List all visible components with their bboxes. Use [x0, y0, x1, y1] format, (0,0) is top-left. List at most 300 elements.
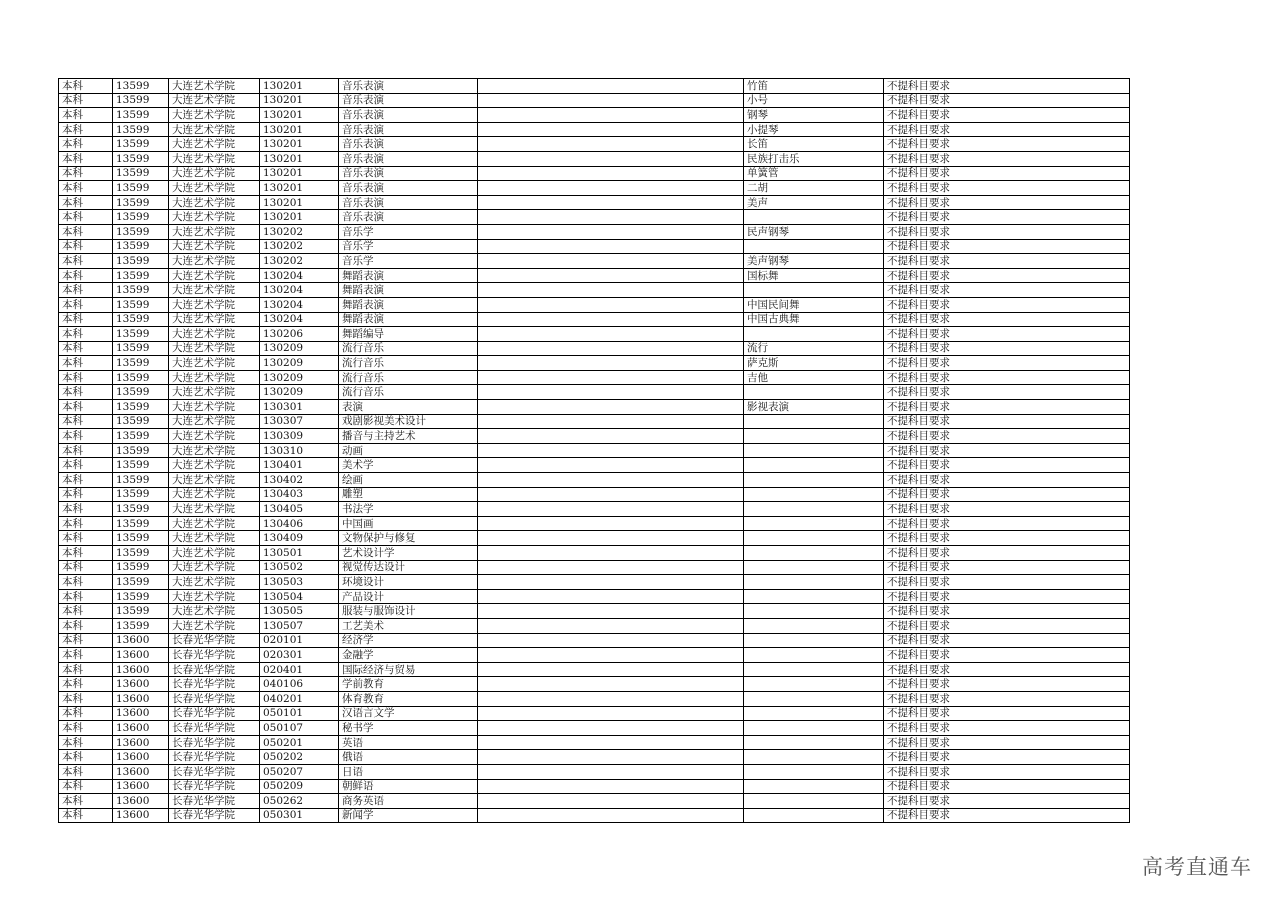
- school-name-cell: 大连艺术学院: [169, 254, 260, 269]
- major-name-cell: 俄语: [339, 750, 478, 765]
- school-name-cell: 大连艺术学院: [169, 283, 260, 298]
- direction-cell: [744, 210, 884, 225]
- major-name-cell: 舞蹈表演: [339, 268, 478, 283]
- major-name-cell: 国际经济与贸易: [339, 662, 478, 677]
- major-name-cell: 音乐学: [339, 239, 478, 254]
- direction-cell: [744, 764, 884, 779]
- school-name-cell: 长春光华学院: [169, 706, 260, 721]
- notes-cell: [478, 604, 744, 619]
- school-code-cell: 13599: [113, 385, 169, 400]
- table-row: [59, 575, 1130, 590]
- table-row: [59, 502, 1130, 517]
- major-code-cell: 130204: [260, 312, 339, 327]
- direction-cell: [744, 750, 884, 765]
- notes-cell: [478, 502, 744, 517]
- major-code-cell: 130202: [260, 254, 339, 269]
- school-name-cell: 长春光华学院: [169, 808, 260, 823]
- direction-cell: [744, 546, 884, 561]
- level-cell: 本科: [59, 691, 113, 706]
- major-code-cell: 130406: [260, 516, 339, 531]
- subject-requirement-cell: 不提科目要求: [884, 341, 1130, 356]
- school-name-cell: 长春光华学院: [169, 721, 260, 736]
- school-name-cell: 大连艺术学院: [169, 531, 260, 546]
- notes-cell: [478, 195, 744, 210]
- watermark-logo: 高考直通车: [1142, 855, 1252, 879]
- subject-requirement-cell: 不提科目要求: [884, 575, 1130, 590]
- subject-requirement-cell: 不提科目要求: [884, 414, 1130, 429]
- direction-cell: 国标舞: [744, 268, 884, 283]
- subject-requirement-cell: 不提科目要求: [884, 254, 1130, 269]
- major-name-cell: 舞蹈编导: [339, 327, 478, 342]
- table-row: [59, 794, 1130, 809]
- table-row: [59, 648, 1130, 663]
- major-code-cell: 130201: [260, 210, 339, 225]
- notes-cell: [478, 589, 744, 604]
- direction-cell: [744, 618, 884, 633]
- major-name-cell: 动画: [339, 443, 478, 458]
- level-cell: 本科: [59, 385, 113, 400]
- direction-cell: 二胡: [744, 181, 884, 196]
- subject-requirement-cell: 不提科目要求: [884, 327, 1130, 342]
- subject-requirement-cell: 不提科目要求: [884, 400, 1130, 415]
- school-code-cell: 13600: [113, 677, 169, 692]
- major-code-cell: 130204: [260, 297, 339, 312]
- notes-cell: [478, 546, 744, 561]
- direction-cell: [744, 735, 884, 750]
- level-cell: 本科: [59, 648, 113, 663]
- table-row: [59, 531, 1130, 546]
- level-cell: 本科: [59, 414, 113, 429]
- notes-cell: [478, 151, 744, 166]
- school-code-cell: 13599: [113, 487, 169, 502]
- table-row: [59, 356, 1130, 371]
- direction-cell: [744, 327, 884, 342]
- major-name-cell: 流行音乐: [339, 385, 478, 400]
- school-code-cell: 13599: [113, 458, 169, 473]
- notes-cell: [478, 268, 744, 283]
- table-row: [59, 268, 1130, 283]
- level-cell: 本科: [59, 633, 113, 648]
- school-name-cell: 长春光华学院: [169, 648, 260, 663]
- level-cell: 本科: [59, 750, 113, 765]
- major-name-cell: 舞蹈表演: [339, 297, 478, 312]
- subject-requirement-cell: 不提科目要求: [884, 151, 1130, 166]
- major-name-cell: 服装与服饰设计: [339, 604, 478, 619]
- school-name-cell: 大连艺术学院: [169, 414, 260, 429]
- school-name-cell: 大连艺术学院: [169, 181, 260, 196]
- subject-requirement-cell: 不提科目要求: [884, 93, 1130, 108]
- notes-cell: [478, 648, 744, 663]
- direction-cell: 流行: [744, 341, 884, 356]
- level-cell: 本科: [59, 764, 113, 779]
- school-name-cell: 长春光华学院: [169, 691, 260, 706]
- level-cell: 本科: [59, 79, 113, 94]
- table-row: [59, 370, 1130, 385]
- table-row: [59, 473, 1130, 488]
- table-row: [59, 604, 1130, 619]
- direction-cell: 中国古典舞: [744, 312, 884, 327]
- table-row: [59, 239, 1130, 254]
- direction-cell: [744, 706, 884, 721]
- major-name-cell: 音乐表演: [339, 93, 478, 108]
- notes-cell: [478, 794, 744, 809]
- school-name-cell: 大连艺术学院: [169, 516, 260, 531]
- major-name-cell: 艺术设计学: [339, 546, 478, 561]
- level-cell: 本科: [59, 400, 113, 415]
- level-cell: 本科: [59, 575, 113, 590]
- notes-cell: [478, 166, 744, 181]
- direction-cell: 民声钢琴: [744, 224, 884, 239]
- school-name-cell: 大连艺术学院: [169, 239, 260, 254]
- table-row: [59, 458, 1130, 473]
- school-name-cell: 大连艺术学院: [169, 151, 260, 166]
- notes-cell: [478, 210, 744, 225]
- table-row: [59, 633, 1130, 648]
- school-code-cell: 13599: [113, 531, 169, 546]
- school-code-cell: 13599: [113, 283, 169, 298]
- level-cell: 本科: [59, 356, 113, 371]
- direction-cell: [744, 794, 884, 809]
- table-row: [59, 166, 1130, 181]
- major-code-cell: 130209: [260, 385, 339, 400]
- direction-cell: [744, 808, 884, 823]
- school-code-cell: 13599: [113, 224, 169, 239]
- major-name-cell: 音乐表演: [339, 210, 478, 225]
- level-cell: 本科: [59, 560, 113, 575]
- notes-cell: [478, 779, 744, 794]
- school-name-cell: 大连艺术学院: [169, 93, 260, 108]
- subject-requirement-cell: 不提科目要求: [884, 633, 1130, 648]
- school-name-cell: 大连艺术学院: [169, 122, 260, 137]
- level-cell: 本科: [59, 297, 113, 312]
- school-code-cell: 13600: [113, 808, 169, 823]
- direction-cell: 小提琴: [744, 122, 884, 137]
- major-name-cell: 绘画: [339, 473, 478, 488]
- notes-cell: [478, 356, 744, 371]
- direction-cell: [744, 239, 884, 254]
- table-row: [59, 151, 1130, 166]
- direction-cell: [744, 779, 884, 794]
- school-name-cell: 大连艺术学院: [169, 297, 260, 312]
- school-code-cell: 13599: [113, 327, 169, 342]
- school-code-cell: 13599: [113, 93, 169, 108]
- table-row: [59, 327, 1130, 342]
- major-name-cell: 商务英语: [339, 794, 478, 809]
- subject-requirement-cell: 不提科目要求: [884, 356, 1130, 371]
- major-code-cell: 040201: [260, 691, 339, 706]
- subject-requirement-cell: 不提科目要求: [884, 677, 1130, 692]
- school-name-cell: 大连艺术学院: [169, 210, 260, 225]
- school-name-cell: 大连艺术学院: [169, 400, 260, 415]
- school-name-cell: 大连艺术学院: [169, 546, 260, 561]
- table-row: [59, 181, 1130, 196]
- notes-cell: [478, 618, 744, 633]
- direction-cell: 小号: [744, 93, 884, 108]
- direction-cell: 美声: [744, 195, 884, 210]
- school-name-cell: 大连艺术学院: [169, 268, 260, 283]
- school-code-cell: 13599: [113, 589, 169, 604]
- subject-requirement-cell: 不提科目要求: [884, 604, 1130, 619]
- school-code-cell: 13599: [113, 268, 169, 283]
- direction-cell: 长笛: [744, 137, 884, 152]
- direction-cell: [744, 429, 884, 444]
- major-code-cell: 130201: [260, 93, 339, 108]
- notes-cell: [478, 79, 744, 94]
- level-cell: 本科: [59, 516, 113, 531]
- direction-cell: [744, 560, 884, 575]
- level-cell: 本科: [59, 370, 113, 385]
- school-code-cell: 13599: [113, 210, 169, 225]
- major-code-cell: 050262: [260, 794, 339, 809]
- school-name-cell: 长春光华学院: [169, 764, 260, 779]
- school-code-cell: 13599: [113, 239, 169, 254]
- subject-requirement-cell: 不提科目要求: [884, 764, 1130, 779]
- major-name-cell: 金融学: [339, 648, 478, 663]
- major-code-cell: 130201: [260, 195, 339, 210]
- major-name-cell: 音乐学: [339, 224, 478, 239]
- major-code-cell: 130201: [260, 108, 339, 123]
- notes-cell: [478, 181, 744, 196]
- major-code-cell: 050201: [260, 735, 339, 750]
- major-name-cell: 产品设计: [339, 589, 478, 604]
- school-code-cell: 13599: [113, 370, 169, 385]
- subject-requirement-cell: 不提科目要求: [884, 662, 1130, 677]
- major-code-cell: 020401: [260, 662, 339, 677]
- school-code-cell: 13599: [113, 181, 169, 196]
- table-row: [59, 516, 1130, 531]
- subject-requirement-cell: 不提科目要求: [884, 487, 1130, 502]
- school-name-cell: 大连艺术学院: [169, 575, 260, 590]
- school-code-cell: 13599: [113, 254, 169, 269]
- level-cell: 本科: [59, 429, 113, 444]
- major-code-cell: 130201: [260, 166, 339, 181]
- school-name-cell: 大连艺术学院: [169, 79, 260, 94]
- direction-cell: 影视表演: [744, 400, 884, 415]
- table-row: [59, 385, 1130, 400]
- school-name-cell: 大连艺术学院: [169, 458, 260, 473]
- subject-requirement-cell: 不提科目要求: [884, 779, 1130, 794]
- level-cell: 本科: [59, 122, 113, 137]
- school-code-cell: 13599: [113, 79, 169, 94]
- subject-requirement-cell: 不提科目要求: [884, 195, 1130, 210]
- level-cell: 本科: [59, 283, 113, 298]
- subject-requirement-cell: 不提科目要求: [884, 735, 1130, 750]
- major-name-cell: 书法学: [339, 502, 478, 517]
- school-code-cell: 13600: [113, 721, 169, 736]
- major-code-cell: 050101: [260, 706, 339, 721]
- school-name-cell: 大连艺术学院: [169, 137, 260, 152]
- major-name-cell: 雕塑: [339, 487, 478, 502]
- major-name-cell: 流行音乐: [339, 356, 478, 371]
- level-cell: 本科: [59, 108, 113, 123]
- school-code-cell: 13599: [113, 473, 169, 488]
- major-code-cell: 130504: [260, 589, 339, 604]
- table-row: [59, 79, 1130, 94]
- subject-requirement-cell: 不提科目要求: [884, 502, 1130, 517]
- major-code-cell: 130505: [260, 604, 339, 619]
- table-row: [59, 297, 1130, 312]
- school-code-cell: 13599: [113, 604, 169, 619]
- direction-cell: 单簧管: [744, 166, 884, 181]
- subject-requirement-cell: 不提科目要求: [884, 181, 1130, 196]
- subject-requirement-cell: 不提科目要求: [884, 546, 1130, 561]
- school-code-cell: 13599: [113, 560, 169, 575]
- level-cell: 本科: [59, 210, 113, 225]
- table-row: [59, 808, 1130, 823]
- level-cell: 本科: [59, 794, 113, 809]
- school-name-cell: 大连艺术学院: [169, 312, 260, 327]
- table-row: [59, 254, 1130, 269]
- school-name-cell: 大连艺术学院: [169, 589, 260, 604]
- major-code-cell: 130209: [260, 370, 339, 385]
- table-row: [59, 546, 1130, 561]
- major-name-cell: 经济学: [339, 633, 478, 648]
- table-row: [59, 341, 1130, 356]
- direction-cell: 钢琴: [744, 108, 884, 123]
- level-cell: 本科: [59, 487, 113, 502]
- level-cell: 本科: [59, 458, 113, 473]
- subject-requirement-cell: 不提科目要求: [884, 297, 1130, 312]
- school-name-cell: 长春光华学院: [169, 633, 260, 648]
- major-name-cell: 音乐表演: [339, 181, 478, 196]
- notes-cell: [478, 327, 744, 342]
- major-name-cell: 音乐表演: [339, 79, 478, 94]
- level-cell: 本科: [59, 735, 113, 750]
- major-code-cell: 130201: [260, 151, 339, 166]
- level-cell: 本科: [59, 268, 113, 283]
- subject-requirement-cell: 不提科目要求: [884, 122, 1130, 137]
- school-name-cell: 大连艺术学院: [169, 108, 260, 123]
- school-code-cell: 13599: [113, 151, 169, 166]
- level-cell: 本科: [59, 312, 113, 327]
- notes-cell: [478, 414, 744, 429]
- school-code-cell: 13599: [113, 195, 169, 210]
- school-code-cell: 13599: [113, 341, 169, 356]
- level-cell: 本科: [59, 589, 113, 604]
- major-code-cell: 050209: [260, 779, 339, 794]
- major-code-cell: 130206: [260, 327, 339, 342]
- major-name-cell: 舞蹈表演: [339, 283, 478, 298]
- school-name-cell: 大连艺术学院: [169, 473, 260, 488]
- subject-requirement-cell: 不提科目要求: [884, 691, 1130, 706]
- direction-cell: [744, 443, 884, 458]
- table-row: [59, 735, 1130, 750]
- major-code-cell: 130307: [260, 414, 339, 429]
- direction-cell: 萨克斯: [744, 356, 884, 371]
- school-name-cell: 大连艺术学院: [169, 341, 260, 356]
- table-row: [59, 283, 1130, 298]
- table-row: [59, 210, 1130, 225]
- subject-requirement-cell: 不提科目要求: [884, 443, 1130, 458]
- notes-cell: [478, 108, 744, 123]
- notes-cell: [478, 662, 744, 677]
- school-code-cell: 13600: [113, 764, 169, 779]
- major-name-cell: 文物保护与修复: [339, 531, 478, 546]
- notes-cell: [478, 735, 744, 750]
- notes-cell: [478, 750, 744, 765]
- major-name-cell: 美术学: [339, 458, 478, 473]
- school-code-cell: 13599: [113, 429, 169, 444]
- major-name-cell: 视觉传达设计: [339, 560, 478, 575]
- major-code-cell: 130405: [260, 502, 339, 517]
- notes-cell: [478, 677, 744, 692]
- table-row: [59, 429, 1130, 444]
- major-code-cell: 130301: [260, 400, 339, 415]
- table-row: [59, 779, 1130, 794]
- table-row: [59, 750, 1130, 765]
- school-name-cell: 大连艺术学院: [169, 224, 260, 239]
- school-code-cell: 13600: [113, 750, 169, 765]
- major-name-cell: 工艺美术: [339, 618, 478, 633]
- school-name-cell: 大连艺术学院: [169, 604, 260, 619]
- direction-cell: [744, 677, 884, 692]
- direction-cell: 美声钢琴: [744, 254, 884, 269]
- direction-cell: [744, 721, 884, 736]
- notes-cell: [478, 764, 744, 779]
- subject-requirement-cell: 不提科目要求: [884, 79, 1130, 94]
- direction-cell: [744, 283, 884, 298]
- subject-requirement-cell: 不提科目要求: [884, 560, 1130, 575]
- major-code-cell: 130502: [260, 560, 339, 575]
- table-row: [59, 662, 1130, 677]
- notes-cell: [478, 560, 744, 575]
- direction-cell: [744, 633, 884, 648]
- subject-requirement-cell: 不提科目要求: [884, 648, 1130, 663]
- subject-requirement-cell: 不提科目要求: [884, 589, 1130, 604]
- level-cell: 本科: [59, 721, 113, 736]
- school-code-cell: 13599: [113, 297, 169, 312]
- major-name-cell: 流行音乐: [339, 370, 478, 385]
- direction-cell: 竹笛: [744, 79, 884, 94]
- major-code-cell: 020301: [260, 648, 339, 663]
- notes-cell: [478, 721, 744, 736]
- direction-cell: [744, 662, 884, 677]
- table-row: [59, 400, 1130, 415]
- level-cell: 本科: [59, 531, 113, 546]
- subject-requirement-cell: 不提科目要求: [884, 721, 1130, 736]
- school-name-cell: 大连艺术学院: [169, 429, 260, 444]
- major-name-cell: 环境设计: [339, 575, 478, 590]
- table-row: [59, 122, 1130, 137]
- school-name-cell: 长春光华学院: [169, 735, 260, 750]
- major-code-cell: 130409: [260, 531, 339, 546]
- notes-cell: [478, 429, 744, 444]
- major-name-cell: 流行音乐: [339, 341, 478, 356]
- level-cell: 本科: [59, 327, 113, 342]
- subject-requirement-cell: 不提科目要求: [884, 808, 1130, 823]
- table-row: [59, 560, 1130, 575]
- notes-cell: [478, 254, 744, 269]
- direction-cell: [744, 385, 884, 400]
- school-code-cell: 13599: [113, 575, 169, 590]
- direction-cell: [744, 531, 884, 546]
- school-code-cell: 13599: [113, 312, 169, 327]
- major-name-cell: 学前教育: [339, 677, 478, 692]
- direction-cell: 中国民间舞: [744, 297, 884, 312]
- major-code-cell: 130507: [260, 618, 339, 633]
- major-code-cell: 130204: [260, 283, 339, 298]
- subject-requirement-cell: 不提科目要求: [884, 210, 1130, 225]
- table-row: [59, 224, 1130, 239]
- direction-cell: [744, 589, 884, 604]
- notes-cell: [478, 93, 744, 108]
- level-cell: 本科: [59, 166, 113, 181]
- notes-cell: [478, 706, 744, 721]
- school-code-cell: 13599: [113, 137, 169, 152]
- notes-cell: [478, 297, 744, 312]
- major-name-cell: 新闻学: [339, 808, 478, 823]
- direction-cell: [744, 648, 884, 663]
